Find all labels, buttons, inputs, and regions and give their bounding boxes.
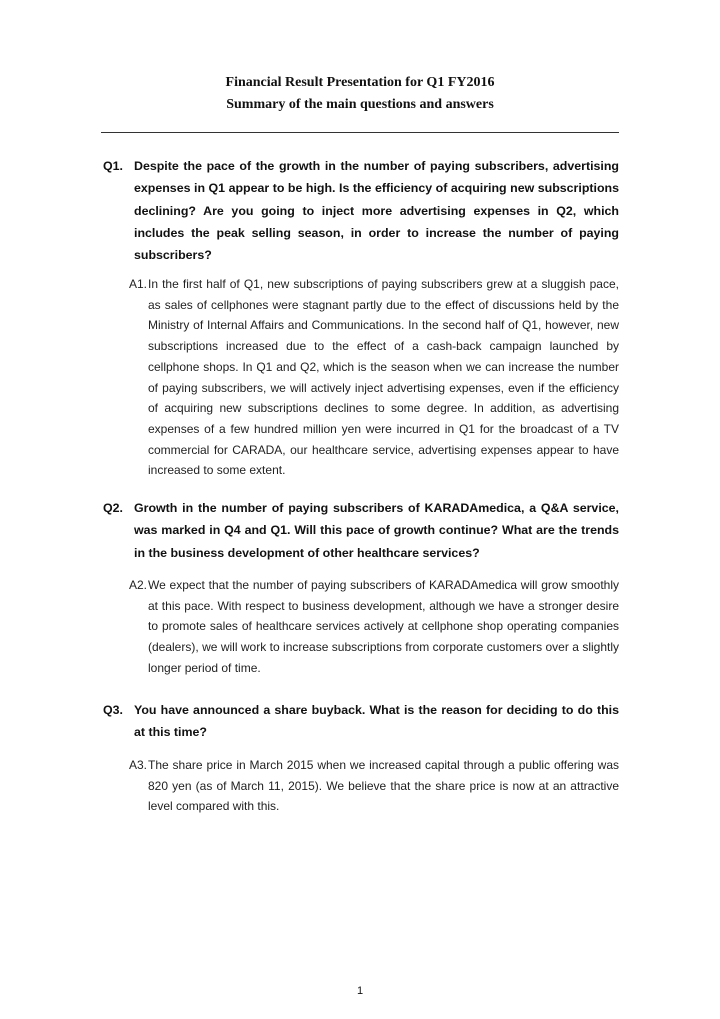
answer-1-label: A1. [129,277,148,291]
question-1 [103,155,619,266]
answer-3-text: The share price in March 2015 when we increased capital through a public offering was 820 yen (as of March 11, 2015). We believe that the share price is now at an attractive level compared with this. [148,758,619,814]
answer-1-text: In the first half of Q1, new subscriptions of paying subscribers grew at a sluggish pace, as sales of cellphones were stagnant partly due to the effect of discussions held by the Ministry of Internal Affairs and Communications. In the second half of Q1, however, new subscriptions increased due to the effect of a cash-back campaign launched by cellphone shops. In Q1 and Q2, which is the season when we can increase the number of paying subscribers, we will actively inject advertising expenses, even if the efficiency of acquiring new subscriptions declines to some degree. In addition, as advertising expenses of a few hundred million yen were incurred in Q1 for the broadcast of a TV commercial for CARADA, our healthcare service, advertising expenses appear to have increased to some extent. [148,277,619,478]
question-2-text: Growth in the number of paying subscribers of KARADAmedica, a Q&A service, was marked in Q4 and Q1. Will this pace of growth continue? What are the trends in the business development of other healthcare services? [134,501,619,560]
answer-1 [129,274,619,481]
question-2 [103,497,619,564]
answer-2 [129,575,619,679]
title-divider [101,132,619,133]
question-3-label: Q3. [103,703,123,717]
question-3 [103,699,619,744]
answer-3-label: A3. [129,758,148,772]
page-number: 1 [356,985,364,997]
question-2-label: Q2. [103,501,123,515]
question-1-text: Despite the pace of the growth in the number of paying subscribers, advertising expenses in Q1 appear to be high. Is the efficiency of acquiring new subscriptions declining? Are you going to inject more advertising expenses in Q2, which includes the peak selling season, in order to increase the number of paying subscribers? [134,159,619,263]
answer-2-label: A2. [129,578,148,592]
title-line-1: Financial Result Presentation for Q1 FY2016 [225,75,495,90]
title-line-2: Summary of the main questions and answers [226,97,494,112]
answer-2-text: We expect that the number of paying subscribers of KARADAmedica will grow smoothly at this pace. With respect to business development, although we have a stronger desire to promote sales of healthcare services actively at cellphone shop operating companies (dealers), we will work to increase subscriptions from corporate customers over a slightly longer period of time. [148,578,619,675]
answer-3 [129,755,619,817]
question-1-label: Q1. [103,159,123,173]
question-3-text: You have announced a share buyback. What is the reason for deciding to do this at this time? [134,703,619,740]
document-title [100,72,620,116]
